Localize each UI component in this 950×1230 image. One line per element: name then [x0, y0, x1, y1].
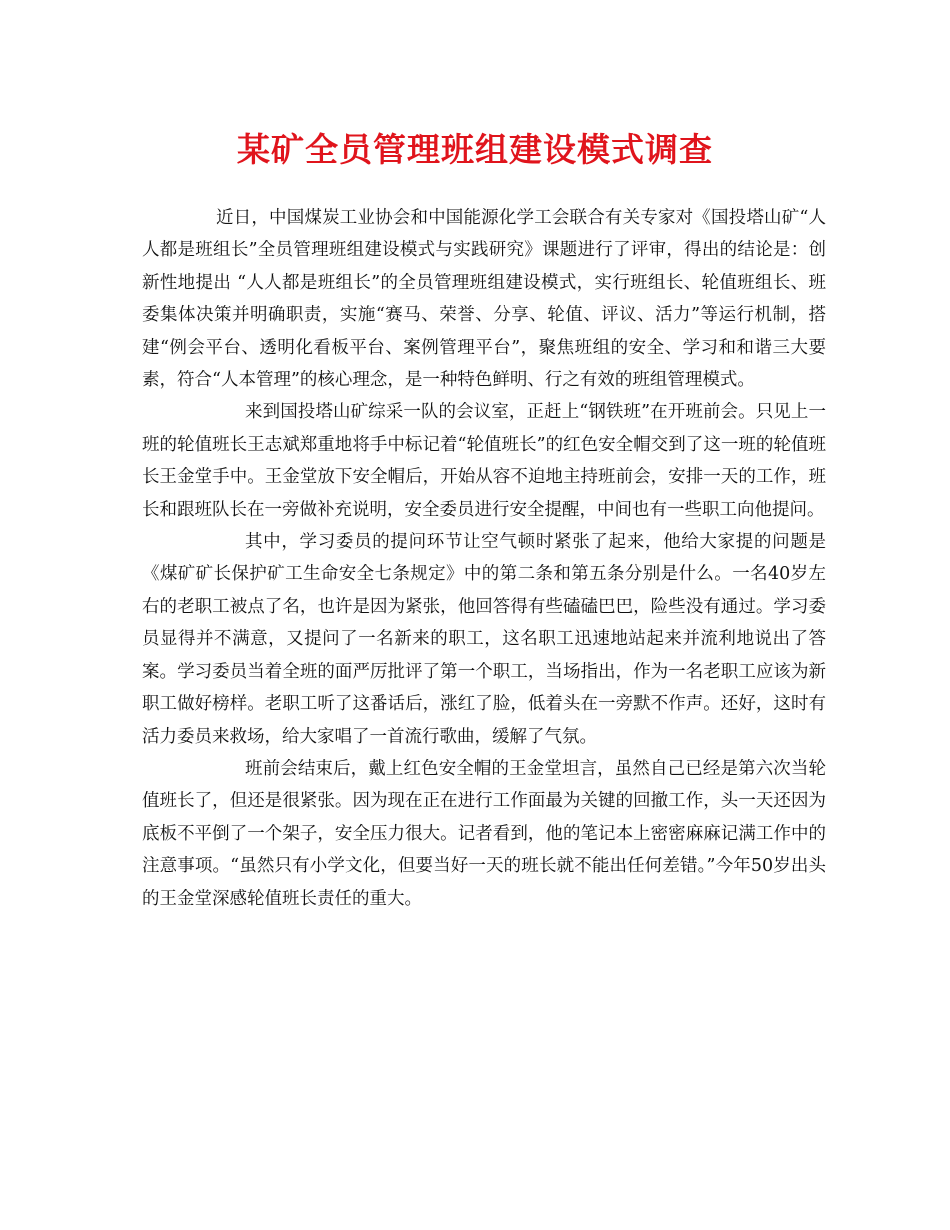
document-body: [142, 202, 826, 915]
paragraph-3: 其中，学习委员的提问环节让空气顿时紧张了起来，他给大家提的问题是《煤矿矿长保护矿工生命安全七条规定》中的第二条和第五条分别是什么。一名40岁左右的老职工被点了名，也许是因为紧张，他回答得有些磕磕巴巴，险些没有通过。学习委员显得并不满意，又提问了一名新来的职工，这名职工迅速地站起来并流利地说出了答案。学习委员当着全班的面严厉批评了第一个职工，当场指出，作为一名老职工应该为新职工做好榜样。老职工听了这番话后，涨红了脸，低着头在一旁默不作声。还好，这时有活力委员来救场，给大家唱了一首流行歌曲，缓解了气氛。: [142, 532, 826, 747]
paragraph-4: 班前会结束后，戴上红色安全帽的王金堂坦言，虽然自己已经是第六次当轮值班长了，但还是很紧张。因为现在正在进行工作面最为关键的回撤工作，头一天还因为底板不平倒了一个架子，安全压力很大。记者看到，他的笔记本上密密麻麻记满工作中的注意事项。“虽然只有小学文化，但要当好一天的班长就不能出任何差错。”今年50岁出头的王金堂深感轮值班长责任的重大。: [142, 758, 826, 909]
paragraph-2: 来到国投塔山矿综采一队的会议室，正赶上“钢铁班”在开班前会。只见上一班的轮值班长王志斌郑重地将手中标记着“轮值班长”的红色安全帽交到了这一班的轮值班长王金堂手中。王金堂放下安全帽后，开始从容不迫地主持班前会，安排一天的工作，班长和跟班队长在一旁做补充说明，安全委员进行安全提醒，中间也有一些职工向他提问。: [142, 402, 826, 520]
document-title: 某矿全员管理班组建设模式调查: [237, 130, 713, 169]
paragraph-1: 近日，中国煤炭工业协会和中国能源化学工会联合有关专家对《国投塔山矿“人人都是班组长”全员管理班组建设模式与实践研究》课题进行了评审，得出的结论是：创新性地提出 “人人都是班组长”的全员管理班组建设模式，实行班组长、轮值班组长、班委集体决策并明确职责，实施“赛马、荣誉、分享、轮值、评议、活力”等运行机制，搭建“例会平台、透明化看板平台、案例管理平台”，聚焦班组的安全、学习和和谐三大要素，符合“人本管理”的核心理念，是一种特色鲜明、行之有效的班组管理模式。: [142, 208, 826, 391]
